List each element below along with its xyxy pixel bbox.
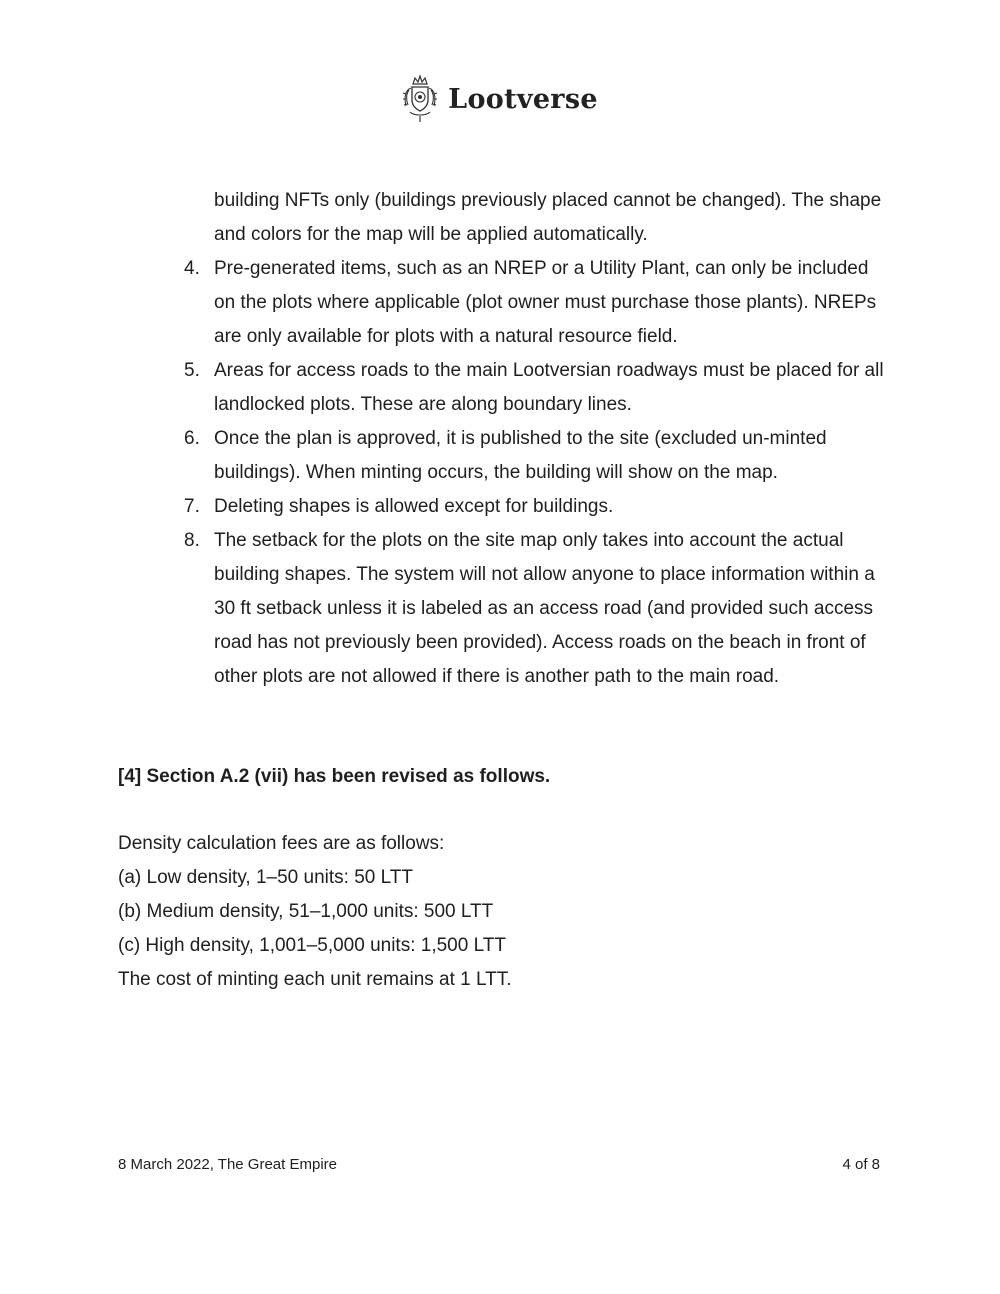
list-item xyxy=(118,184,888,252)
list-text: Deleting shapes is allowed except for buildings. xyxy=(214,496,614,517)
fee-item: (c) High density, 1,001–5,000 units: 1,500 LTT xyxy=(118,935,506,956)
list-number: 7. xyxy=(184,496,200,517)
page-header xyxy=(0,74,1000,124)
list-item xyxy=(118,252,888,354)
list-item xyxy=(118,524,888,694)
list-item xyxy=(118,354,888,422)
fee-closing: The cost of minting each unit remains at 1 LTT. xyxy=(118,969,512,990)
numbered-list xyxy=(118,184,888,694)
list-text: Once the plan is approved, it is published to the site (excluded un-minted buildings). When minting occurs, the building will show on the map. xyxy=(214,428,827,483)
list-item xyxy=(118,490,888,524)
list-number: 4. xyxy=(184,258,200,279)
section-heading: [4] Section A.2 (vii) has been revised as follows. xyxy=(118,766,551,787)
fee-item: (b) Medium density, 51–1,000 units: 500 LTT xyxy=(118,901,494,922)
list-number: 5. xyxy=(184,360,200,381)
fee-list xyxy=(118,827,512,997)
footer-date: 8 March 2022, The Great Empire xyxy=(118,1156,337,1173)
list-text: Areas for access roads to the main Lootversian roadways must be placed for all landlocked plots. These are along boundary lines. xyxy=(214,360,884,415)
list-number: 8. xyxy=(184,530,200,551)
fee-intro: Density calculation fees are as follows: xyxy=(118,833,445,854)
page-number: 4 of 8 xyxy=(842,1156,880,1173)
brand-name: Lootverse xyxy=(448,83,598,115)
list-text: The setback for the plots on the site map only takes into account the actual building shapes. The system will not allow anyone to place information within a 30 ft setback unless it is labeled as an access road (and provided such access road has not previously been provided). Access roads on the beach in front of other plots are not allowed if there is another path to the main road. xyxy=(214,530,875,687)
crest-icon xyxy=(402,74,438,124)
list-number: 6. xyxy=(184,428,200,449)
list-text: building NFTs only (buildings previously placed cannot be changed). The shape and colors for the map will be applied automatically. xyxy=(214,190,882,245)
list-text: Pre-generated items, such as an NREP or a Utility Plant, can only be included on the plots where applicable (plot owner must purchase those plants). NREPs are only available for plots with a natural resource field. xyxy=(214,258,877,347)
list-item xyxy=(118,422,888,490)
fee-item: (a) Low density, 1–50 units: 50 LTT xyxy=(118,867,414,888)
